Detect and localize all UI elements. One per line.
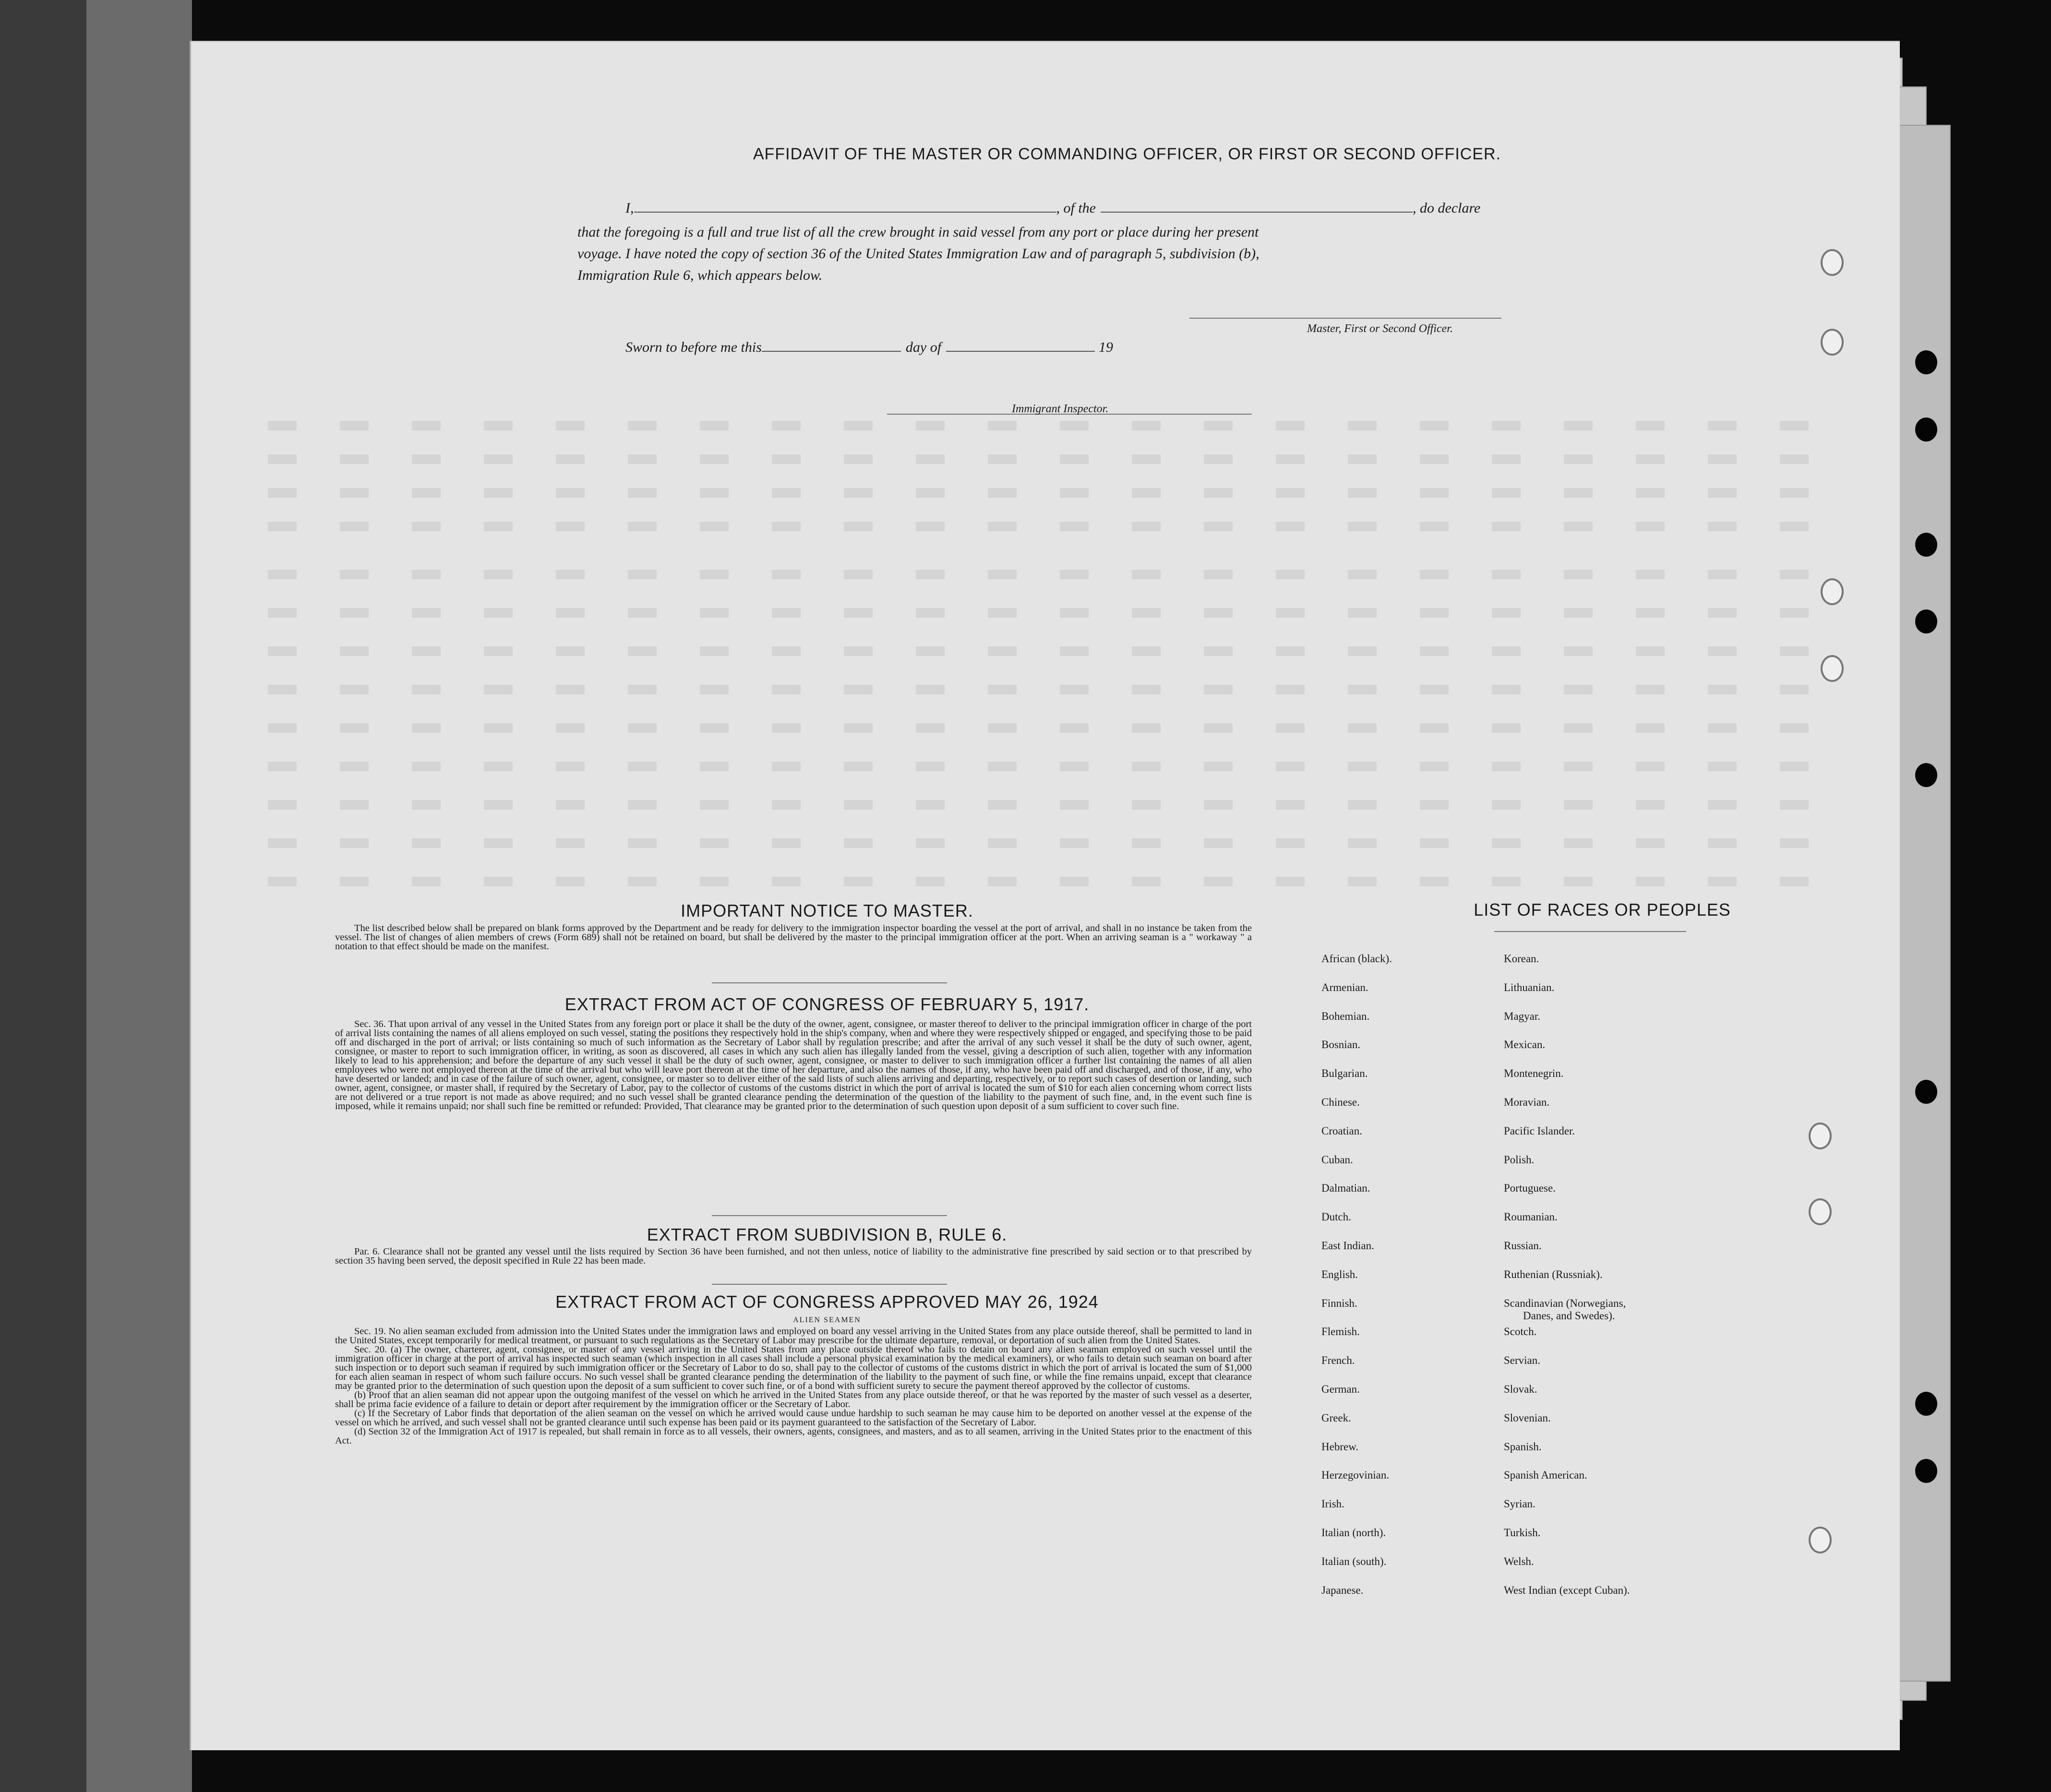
race-item: Servian. (1504, 1354, 1541, 1367)
race-item: Ruthenian (Russniak). (1504, 1268, 1603, 1280)
ring-hole (1809, 1198, 1832, 1225)
race-item: Lithuanian. (1504, 981, 1555, 993)
race-item: Scandinavian (Norwegians, (1504, 1297, 1626, 1309)
notice-heading: IMPORTANT NOTICE TO MASTER. (681, 901, 973, 920)
binder-punch-hole (1915, 1392, 1937, 1416)
race-item: Montenegrin. (1504, 1067, 1564, 1080)
race-item: Spanish. (1504, 1440, 1542, 1453)
notice-text: The list described below shall be prepared on blank forms approved by the Department and be ready for delivery to the immigration inspector boarding the vessel at the port of arrival, and shall in no instance be taken from the vessel. The list of changes of alien members of crews (Form 689) shall not be retained on board, but shall be delivered by the master to the principal immigration officer at the port. When an arriving seaman is a " workaway " a notation to that effect should be made on the manifest. (335, 923, 1252, 952)
race-item: Turkish. (1504, 1527, 1541, 1539)
bleed-through-row (268, 800, 1852, 810)
section-divider (712, 1284, 947, 1285)
race-item: Spanish American. (1504, 1469, 1587, 1481)
ring-hole (1821, 655, 1844, 682)
race-item: Pacific Islander. (1504, 1124, 1575, 1137)
bleed-through-row (268, 454, 1852, 464)
race-item: Syrian. (1504, 1498, 1535, 1510)
race-item: East Indian. (1321, 1240, 1374, 1252)
ring-hole (1809, 1527, 1832, 1553)
race-item: Croatian. (1321, 1124, 1362, 1137)
bleed-through-row (268, 723, 1852, 733)
race-item: West Indian (except Cuban). (1504, 1584, 1630, 1596)
race-item: Bosnian. (1321, 1039, 1361, 1051)
race-item: Russian. (1504, 1240, 1542, 1252)
master-signature-caption: Master, First or Second Officer. (1307, 323, 1453, 335)
affidavit-line-2: that the foregoing is a full and true list of all the crew brought in said vessel from any port or place during her present (577, 224, 1259, 240)
bleed-through-row (268, 762, 1852, 771)
race-item: Flemish. (1321, 1326, 1360, 1338)
sworn-line: Sworn to before me this day of 19 (625, 339, 1114, 355)
affidavit-title: AFFIDAVIT OF THE MASTER OR COMMANDING OFFICER, OR FIRST OR SECOND OFFICER. (753, 145, 1501, 163)
race-item: Portuguese. (1504, 1182, 1556, 1195)
paragraph: (d) Section 32 of the Immigration Act of 1917 is repealed, but shall remain in force as to all vessels, their owners, agents, consignees, and masters, and as to all seamen, arriving in the United States prior to the enactment of this Act. (335, 1426, 1252, 1446)
inspector-caption: Immigrant Inspector. (1012, 403, 1109, 415)
race-item: French. (1321, 1354, 1355, 1367)
section-divider (1494, 931, 1686, 932)
bleed-through-row (268, 488, 1852, 498)
race-item: Italian (north). (1321, 1527, 1386, 1539)
binder-punch-hole (1915, 418, 1937, 442)
bleed-through-row (268, 522, 1852, 531)
race-item: Italian (south). (1321, 1555, 1387, 1567)
affidavit-line-3: voyage. I have noted the copy of section 36 of the United States Immigration Law and of paragraph 5, subdivision (b), (577, 246, 1259, 262)
race-item: Hebrew. (1321, 1440, 1359, 1453)
affidavit-line-4: Immigration Rule 6, which appears below. (577, 267, 823, 283)
race-item: Magyar. (1504, 1010, 1541, 1022)
extract-rule6-heading: EXTRACT FROM SUBDIVISION B, RULE 6. (647, 1225, 1008, 1244)
paragraph: (b) Proof that an alien seaman did not appear upon the outgoing manifest of the vessel on which he arrived in the United States from any place outside thereof, or that he was reported by the master of such vessel as a deserter, shall be prima facie evidence of a failure to detain or deport after requirement by the immigration officer or the Secretary of Labor. (335, 1390, 1252, 1410)
master-signature-line (1189, 318, 1501, 319)
race-item: Greek. (1321, 1411, 1351, 1424)
extract-1924-text (335, 1327, 1252, 1446)
binder-punch-hole (1915, 533, 1937, 557)
race-item: Scotch. (1504, 1326, 1537, 1338)
binder-punch-hole (1915, 350, 1937, 374)
race-item: Korean. (1504, 953, 1539, 965)
section-divider (712, 1215, 947, 1216)
bleed-through-row (268, 421, 1852, 430)
binder-punch-hole (1915, 763, 1937, 787)
race-item: Chinese. (1321, 1096, 1360, 1108)
race-item: Dalmatian. (1321, 1182, 1370, 1195)
races-heading: LIST OF RACES OR PEOPLES (1474, 900, 1731, 920)
race-item: Japanese. (1321, 1584, 1364, 1596)
race-item: Dutch. (1321, 1211, 1351, 1223)
race-item: Polish. (1504, 1153, 1535, 1166)
race-item: Cuban. (1321, 1153, 1353, 1166)
paragraph: Sec. 20. (a) The owner, charterer, agent, consignee, or master of any vessel arriving in the United States from any place outside thereof who fails to detain on board any alien seaman employed on such vessel until the immigration officer in charge at the port of arrival has inspected such seaman (which inspection in all cases shall include a personal physical examination by the medical examiners), or who fails to detain such seaman on board after such inspection or to deport such seaman if required by such immigration officer or the Secretary of Labor to do so, shall pay to the collector of customs of the customs district in which the port of arrival is located the sum of $1,000 for each alien seaman in respect of whom such failure occurs. No such vessel shall be granted clearance pending the determination of the liability to the payment of such fine, or while the fine remains unpaid, except that clearance may be granted prior to the determination of such question upon the deposit of a sum sufficient to cover such fine, or of a bond with sufficient surety to secure the payment thereof approved by the collector of customs. (335, 1344, 1252, 1391)
section-divider (712, 982, 947, 983)
race-item: Roumanian. (1504, 1211, 1558, 1223)
extract-1917-heading: EXTRACT FROM ACT OF CONGRESS OF FEBRUARY 5, 1917. (564, 994, 1090, 1014)
bleed-through-row (268, 877, 1852, 886)
binder-punch-hole (1915, 1459, 1937, 1483)
race-item: Bulgarian. (1321, 1067, 1368, 1080)
extract-1917-text: Sec. 36. That upon arrival of any vessel in the United States from any foreign port or place it shall be the duty of the owner, agent, consignee, or master thereof to deliver to the principal immigration officer in charge of the port of arrival lists containing the names of all aliens employed on such vessel, stating the positions they respectively hold in the ship's company, when and where they were respectively shipped or engaged, and specifying those to be paid off and discharged in the port of arrival; or lists containing so much of such information as the Secretary of Labor shall by regulation prescribe; and after the arrival of any such vessel it shall be the duty of such owner, agent, consignee, or master to report to such immigration officer, in writing, as soon as discovered, all cases in which any such alien has illegally landed from the vessel, giving a description of such alien, together with any information likely to lead to his apprehension; and before the departure of any such vessel it shall be the duty of such owner, agent, consignee, or master to deliver to such immigration officer a further list containing the names of all alien employees who were not employed thereon at the time of the arrival but who will leave port thereon at the time of her departure, and also the names of those, if any, who have been paid off and discharged, and of those, if any, who have deserted or landed; and in case of the failure of such owner, agent, consignee, or master so to deliver either of the said lists of such aliens arriving and departing, respectively, or to report such cases of desertion or landing, such owner, agent, consignee, or master shall, if required by the Secretary of Labor, pay to the collector of customs of the customs district in which the port of arrival is located the sum of $10 for each alien concerning whom correct lists are not delivered or a true report is not made as above required; and no such vessel shall be granted clearance pending the determination of the question of the liability to the payment of such fine, and, in the event such fine is imposed, while it remains unpaid; nor shall such fine be remitted or refunded: Provided, That clearance may be granted prior to the determination of such question upon deposit of a sum sufficient to cover such fine. (335, 1019, 1252, 1111)
bleed-through-row (268, 838, 1852, 848)
ring-hole (1821, 249, 1844, 276)
bleed-through-row (268, 685, 1852, 694)
ring-hole (1821, 329, 1844, 356)
scanner-background-band (86, 0, 192, 1792)
race-item: Finnish. (1321, 1297, 1357, 1309)
race-item: Danes, and Swedes). (1523, 1309, 1615, 1322)
race-item: German. (1321, 1383, 1360, 1395)
ring-hole (1809, 1123, 1832, 1149)
race-item: Mexican. (1504, 1039, 1546, 1051)
race-item: African (black). (1321, 953, 1392, 965)
race-item: Welsh. (1504, 1555, 1534, 1567)
race-item: Herzegovinian. (1321, 1469, 1390, 1481)
race-item: Irish. (1321, 1498, 1344, 1510)
alien-seamen-subheading: ALIEN SEAMEN (793, 1316, 861, 1324)
race-item: Moravian. (1504, 1096, 1550, 1108)
binder-punch-hole (1915, 1080, 1937, 1104)
race-item: Bohemian. (1321, 1010, 1370, 1022)
affidavit-line-declare: I, , of the , do declare (625, 200, 1481, 216)
race-item: Armenian. (1321, 981, 1368, 993)
bleed-through-row (268, 570, 1852, 579)
race-item: Slovak. (1504, 1383, 1537, 1395)
ring-hole (1821, 578, 1844, 605)
paragraph: Sec. 19. No alien seaman excluded from admission into the United States under the immigration laws and employed on board any vessel arriving in the United States from any place outside thereof, shall be permitted to land in the United States, except temporarily for medical treatment, or pursuant to such regulations as the Secretary of Labor may prescribe for the ultimate departure, removal, or deportation of such alien from the United States. (335, 1326, 1252, 1346)
scanner-background-left (0, 0, 86, 1792)
extract-rule6-text: Par. 6. Clearance shall not be granted any vessel until the lists required by Section 36 have been furnished, and not then unless, notice of liability to the administrative fine prescribed by said section or to that prescribed by section 35 having been served, the deposit specified in Rule 22 has been made. (335, 1246, 1252, 1266)
race-item: Slovenian. (1504, 1411, 1551, 1424)
bleed-through-row (268, 608, 1852, 618)
paragraph: (c) If the Secretary of Labor finds that deportation of the alien seaman on the vessel on which he arrived would cause undue hardship to such seaman he may cause him to be deported on another vessel at the expense of the vessel on which he arrived, and such vessel shall not be granted clearance until such expense has been paid or its payment guaranteed to the satisfaction of the Secretary of Labor. (335, 1408, 1252, 1428)
document-page (190, 41, 1900, 1750)
binder-punch-hole (1915, 609, 1937, 633)
bleed-through-row (268, 646, 1852, 656)
extract-1924-heading: EXTRACT FROM ACT OF CONGRESS APPROVED MAY 26, 1924 (555, 1292, 1099, 1312)
race-item: English. (1321, 1268, 1358, 1280)
